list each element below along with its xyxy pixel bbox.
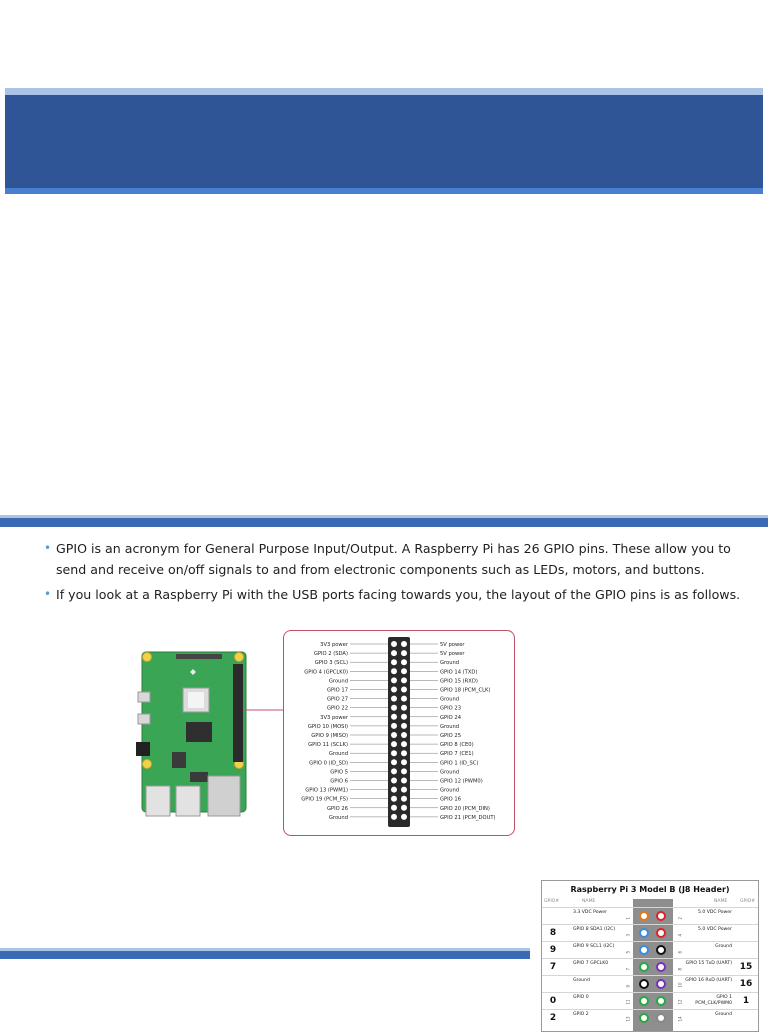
pin-label-right: GPIO 23 (440, 705, 462, 712)
pin-label-left: GPIO 10 (MOSI) (307, 723, 348, 730)
bullet-list (44, 538, 744, 609)
j8-pin-number-right: 10 (677, 982, 683, 988)
pin-label-left: GPIO 2 (SDA) (313, 651, 348, 658)
pin-even (401, 641, 407, 647)
j8-name-left: GPIO 7 GPCLK0 (573, 961, 609, 966)
j8-pin-number-right: 14 (677, 1016, 683, 1022)
j8-pin-number-left: 11 (625, 999, 631, 1005)
pin-odd (391, 805, 397, 811)
pin-label-right: GPIO 7 (CE1) (440, 751, 474, 758)
pin-even (401, 805, 407, 811)
j8-pin-circle-left (639, 945, 649, 955)
pin-even (401, 714, 407, 720)
pin-odd (391, 814, 397, 820)
j8-pin-number-left: 5 (625, 950, 631, 954)
pin-label-left: Ground (328, 814, 348, 821)
pinout-diagram (284, 631, 514, 835)
j8-gpio-left: 8 (549, 928, 557, 938)
pin-label-left: GPIO 4 (GPCLK0) (304, 669, 348, 676)
j8-pin-number-right: 2 (677, 916, 683, 920)
j8-gpio-right: 15 (739, 962, 753, 972)
j8-pin-circle-right (656, 979, 666, 989)
pin-label-right: GPIO 1 (ID_SC) (440, 760, 479, 767)
j8-table-row (542, 941, 758, 958)
pin-even (401, 723, 407, 729)
pin-odd (391, 641, 397, 647)
pin-even (401, 732, 407, 738)
j8-name-left: 3.3 VDC Power (573, 910, 608, 915)
pin-label-left: Ground (328, 678, 348, 685)
pin-label-right: GPIO 8 (CE0) (440, 742, 474, 749)
j8-col-name-left: NAME (582, 899, 596, 904)
bullet-item (44, 584, 744, 605)
bullet-dot-icon: • (44, 587, 52, 601)
pin-even (401, 687, 407, 693)
j8-table-row (542, 958, 758, 975)
j8-pin-number-left: 3 (625, 933, 631, 937)
pin-label-right: GPIO 16 (440, 796, 462, 803)
j8-pin-circle-left (639, 911, 649, 921)
j8-table-row (542, 975, 758, 992)
j8-name-right: Ground (715, 944, 732, 949)
bullet-text: GPIO is an acronym for General Purpose Input/Output. A Raspberry Pi has 26 GPIO pins. These allow you to send and receive on/off signals to and from electronic components such as LEDs, motors, and buttons. (56, 541, 731, 577)
pin-label-right: GPIO 14 (TXD) (440, 669, 478, 676)
pin-label-right: GPIO 25 (440, 733, 462, 739)
j8-gpio-right: 1 (742, 996, 750, 1006)
j8-gpio-right: 16 (739, 979, 753, 989)
pin-odd (391, 714, 397, 720)
pinout-panel (283, 630, 515, 836)
j8-table-row (542, 1009, 758, 1026)
j8-pin-circle-right (656, 962, 666, 972)
pin-odd (391, 768, 397, 774)
pin-label-right: Ground (440, 696, 460, 703)
j8-name-right: 5.0 VDC Power (697, 910, 732, 915)
bullet-item (44, 538, 744, 580)
pin-odd (391, 741, 397, 747)
j8-col-gpio-left: GPIO# (544, 899, 560, 904)
j8-pin-number-left: 1 (625, 916, 631, 920)
j8-title: Raspberry Pi 3 Model B (J8 Header) (570, 885, 730, 894)
pin-label-left: GPIO 6 (330, 778, 348, 785)
pin-even (401, 668, 407, 674)
j8-name-left: Ground (573, 978, 590, 983)
j8-name-left: GPIO 2 (573, 1012, 589, 1017)
pin-even (401, 677, 407, 683)
j8-pin-number-right: 4 (677, 933, 683, 937)
pin-label-right: GPIO 21 (PCM_DOUT) (440, 814, 496, 821)
gpio-pinout-figure (128, 626, 520, 838)
j8-pin-number-left: 7 (625, 967, 631, 971)
pin-even (401, 759, 407, 765)
j8-pin-number-left: 13 (625, 1016, 631, 1022)
j8-col-name-right: NAME (714, 899, 728, 904)
pin-label-left: GPIO 11 (SCLK) (308, 742, 348, 749)
pin-label-right: GPIO 12 (PWM0) (440, 778, 483, 785)
pin-label-left: GPIO 22 (326, 705, 348, 712)
pin-even (401, 768, 407, 774)
j8-pin-circle-right (656, 996, 666, 1006)
j8-header-table (541, 880, 759, 1032)
j8-pin-number-left: 9 (625, 984, 631, 988)
raspberry-pi-board-illustration (128, 626, 288, 838)
title-banner-bottom-line (5, 188, 763, 194)
j8-gpio-left: 9 (549, 945, 557, 955)
pin-even (401, 696, 407, 702)
pin-label-left: GPIO 13 (PWM1) (305, 787, 348, 794)
pin-odd (391, 750, 397, 756)
pin-label-right: GPIO 15 (RXD) (440, 678, 478, 685)
pin-label-right: GPIO 18 (PCM_CLK) (440, 687, 491, 694)
j8-name-right: GPIO 1 PCM_CLK/PWM0 (695, 995, 732, 1006)
pin-odd (391, 696, 397, 702)
j8-pin-number-right: 8 (677, 967, 683, 971)
pin-label-left: GPIO 0 (ID_SD) (309, 760, 348, 767)
pin-label-right: GPIO 24 (440, 714, 462, 721)
pin-label-left: Ground (328, 751, 348, 758)
pin-even (401, 787, 407, 793)
pin-label-right: GPIO 20 (PCM_DIN) (440, 805, 490, 812)
j8-pin-circle-right (656, 911, 666, 921)
j8-pin-circle-left (639, 979, 649, 989)
j8-pin-circle-left (639, 928, 649, 938)
j8-pin-circle-left (639, 1013, 649, 1023)
pin-label-left: GPIO 27 (326, 696, 348, 703)
j8-table-row (542, 907, 758, 924)
pin-even (401, 705, 407, 711)
j8-name-left: GPIO 0 (573, 995, 589, 1000)
j8-gpio-left: 0 (549, 996, 557, 1006)
j8-name-right: GPIO 16 RxD (UART) (685, 978, 732, 983)
pin-label-left: GPIO 26 (326, 805, 348, 812)
bullet-dot-icon: • (44, 541, 52, 555)
pin-odd (391, 650, 397, 656)
pin-label-right: Ground (440, 787, 460, 794)
pin-even (401, 796, 407, 802)
pin-label-right: 5V power (440, 642, 465, 648)
j8-pin-circle-right (656, 928, 666, 938)
pin-odd (391, 787, 397, 793)
footer-divider (0, 951, 530, 959)
j8-gpio-left: 2 (549, 1013, 557, 1023)
pin-label-right: Ground (440, 723, 460, 730)
pin-odd (391, 705, 397, 711)
j8-pin-number-right: 6 (677, 950, 683, 954)
pin-odd (391, 687, 397, 693)
j8-name-right: Ground (715, 1012, 732, 1017)
j8-pin-circle-left (639, 996, 649, 1006)
pin-label-left: GPIO 19 (PCM_FS) (301, 796, 348, 803)
j8-name-left: GPIO 8 SDA1 (I2C) (573, 927, 616, 932)
pin-label-left: 3V3 power (320, 714, 348, 721)
j8-col-gpio-right: GPIO# (740, 899, 756, 904)
title-banner (5, 95, 763, 188)
pin-even (401, 741, 407, 747)
pin-odd (391, 778, 397, 784)
bullet-text: If you look at a Raspberry Pi with the USB ports facing towards you, the layout of the GPIO pins is as follows. (56, 587, 741, 602)
pin-label-left: GPIO 5 (330, 769, 348, 776)
pin-even (401, 650, 407, 656)
pin-odd (391, 796, 397, 802)
j8-table-row (542, 992, 758, 1009)
j8-name-right: 5.0 VDC Power (697, 927, 732, 932)
pin-odd (391, 723, 397, 729)
pin-odd (391, 732, 397, 738)
pin-label-right: Ground (440, 660, 460, 667)
title-banner-top-line (5, 88, 763, 95)
pin-label-left: GPIO 17 (326, 687, 348, 694)
pin-even (401, 778, 407, 784)
pin-odd (391, 668, 397, 674)
pin-even (401, 814, 407, 820)
j8-table-row (542, 924, 758, 941)
pin-odd (391, 759, 397, 765)
pin-label-right: 5V power (440, 651, 465, 658)
j8-name-left: GPIO 9 SCL1 (I2C) (573, 944, 615, 949)
pin-label-right: Ground (440, 769, 460, 776)
j8-gpio-left: 7 (549, 962, 557, 972)
pin-even (401, 750, 407, 756)
pin-label-left: GPIO 9 (MISO) (311, 733, 348, 739)
pin-odd (391, 659, 397, 665)
pin-label-left: GPIO 3 (SCL) (314, 660, 348, 667)
pin-even (401, 659, 407, 665)
section-divider (0, 518, 768, 527)
j8-pin-circle-left (639, 962, 649, 972)
j8-pin-circle-right (656, 1013, 666, 1023)
pin-label-left: 3V3 power (320, 642, 348, 648)
pin-odd (391, 677, 397, 683)
j8-pin-number-right: 12 (677, 999, 683, 1005)
j8-pin-circle-right (656, 945, 666, 955)
j8-name-right: GPIO 15 TxD (UART) (685, 961, 732, 966)
